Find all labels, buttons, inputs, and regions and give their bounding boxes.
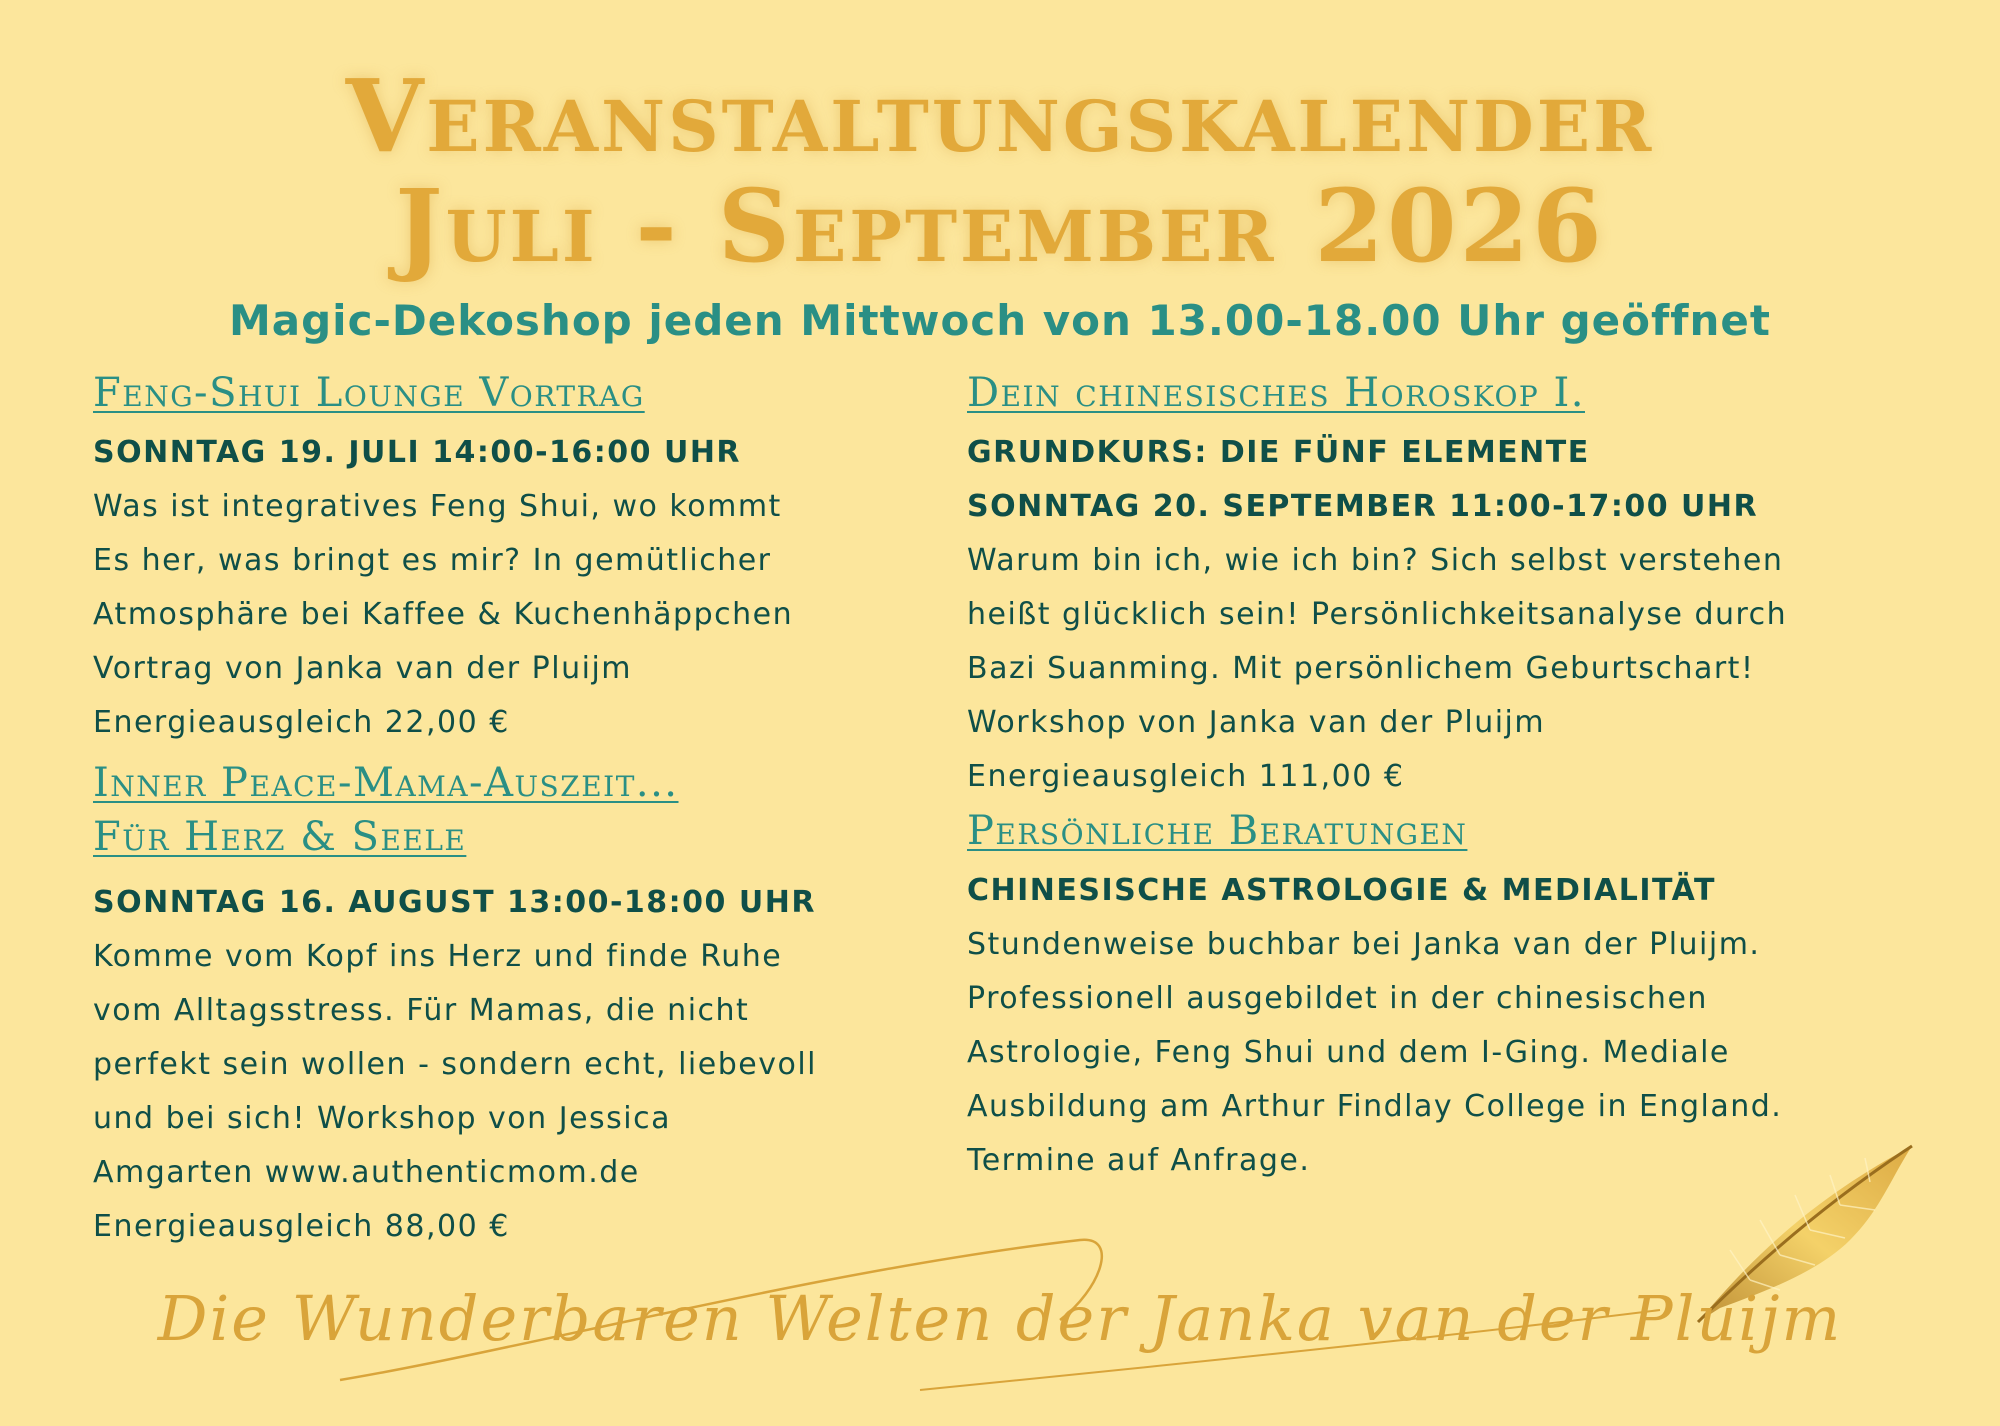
event-description-line: Workshop von Janka van der Pluijm [967,705,1546,740]
signature [157,1230,1843,1400]
event-description-line: Termine auf Anfrage. [967,1143,1311,1178]
event-heading: Inner Peace-Mama-Auszeit... [93,760,679,806]
event-heading: Für Herz & Seele [93,814,467,860]
event-description-line: Bazi Suanming. Mit persönlichem Geburtschart! [967,651,1755,686]
event-personal-consultations [967,804,1967,1188]
event-description-line: Was ist integratives Feng Shui, wo kommt [93,489,782,524]
left-column [93,366,953,1254]
event-description-line: Es her, was bringt es mir? In gemütlicher [93,543,772,578]
event-description-line: und bei sich! Workshop von Jessica [93,1101,671,1136]
event-date: SONNTAG 19. JULI 14:00-16:00 UHR [93,435,742,470]
event-chinese-horoscope [967,366,1967,804]
event-date: SONNTAG 20. SEPTEMBER 11:00-17:00 UHR [967,489,1759,524]
event-price: Energieausgleich 111,00 € [967,759,1405,794]
event-heading: Persönliche Beratungen [967,808,1468,854]
event-feng-shui-lounge [93,366,953,750]
page-title-line-1: Veranstaltungskalender [345,57,1655,175]
event-heading: Feng-Shui Lounge Vortrag [93,370,645,416]
event-description-line: perfekt sein wollen - sondern echt, liebevoll [93,1047,817,1082]
event-inner-peace-mama [93,756,953,1254]
event-description-line: Amgarten www.authenticmom.de [93,1155,640,1190]
event-description-line: Ausbildung am Arthur Findlay College in England. [967,1089,1783,1124]
page-title-line-2: Juli - September 2026 [395,167,1605,285]
event-date: SONNTAG 16. AUGUST 13:00-18:00 UHR [93,885,816,920]
shop-opening-hours: Magic-Dekoshop jeden Mittwoch von 13.00-18.00 Uhr geöffnet [228,296,1771,345]
event-price: Energieausgleich 22,00 € [93,705,510,740]
event-description-line: heißt glücklich sein! Persönlichkeitsanalyse durch [967,597,1788,632]
event-description-line: Warum bin ich, wie ich bin? Sich selbst verstehen [967,543,1784,578]
signature-text: Die Wunderbaren Welten der Janka van der Pluijm [157,1282,1843,1355]
event-subheading: CHINESISCHE ASTROLOGIE & MEDIALITÄT [967,873,1716,908]
event-heading: Dein chinesisches Horoskop I. [967,370,1585,416]
event-price: Energieausgleich 88,00 € [93,1209,510,1244]
event-description-line: Stundenweise buchbar bei Janka van der Pluijm. [967,927,1761,962]
right-column [967,366,1967,1188]
event-description-line: Komme vom Kopf ins Herz und finde Ruhe [93,939,783,974]
event-description-line: vom Alltagsstress. Für Mamas, die nicht [93,993,750,1028]
event-subheading: GRUNDKURS: DIE FÜNF ELEMENTE [967,435,1590,470]
event-description-line: Astrologie, Feng Shui und dem I-Ging. Mediale [967,1035,1730,1070]
event-description-line: Vortrag von Janka van der Pluijm [93,651,633,686]
event-description-line: Professionell ausgebildet in der chinesischen [967,981,1708,1016]
event-description-line: Atmosphäre bei Kaffee & Kuchenhäppchen [93,597,794,632]
